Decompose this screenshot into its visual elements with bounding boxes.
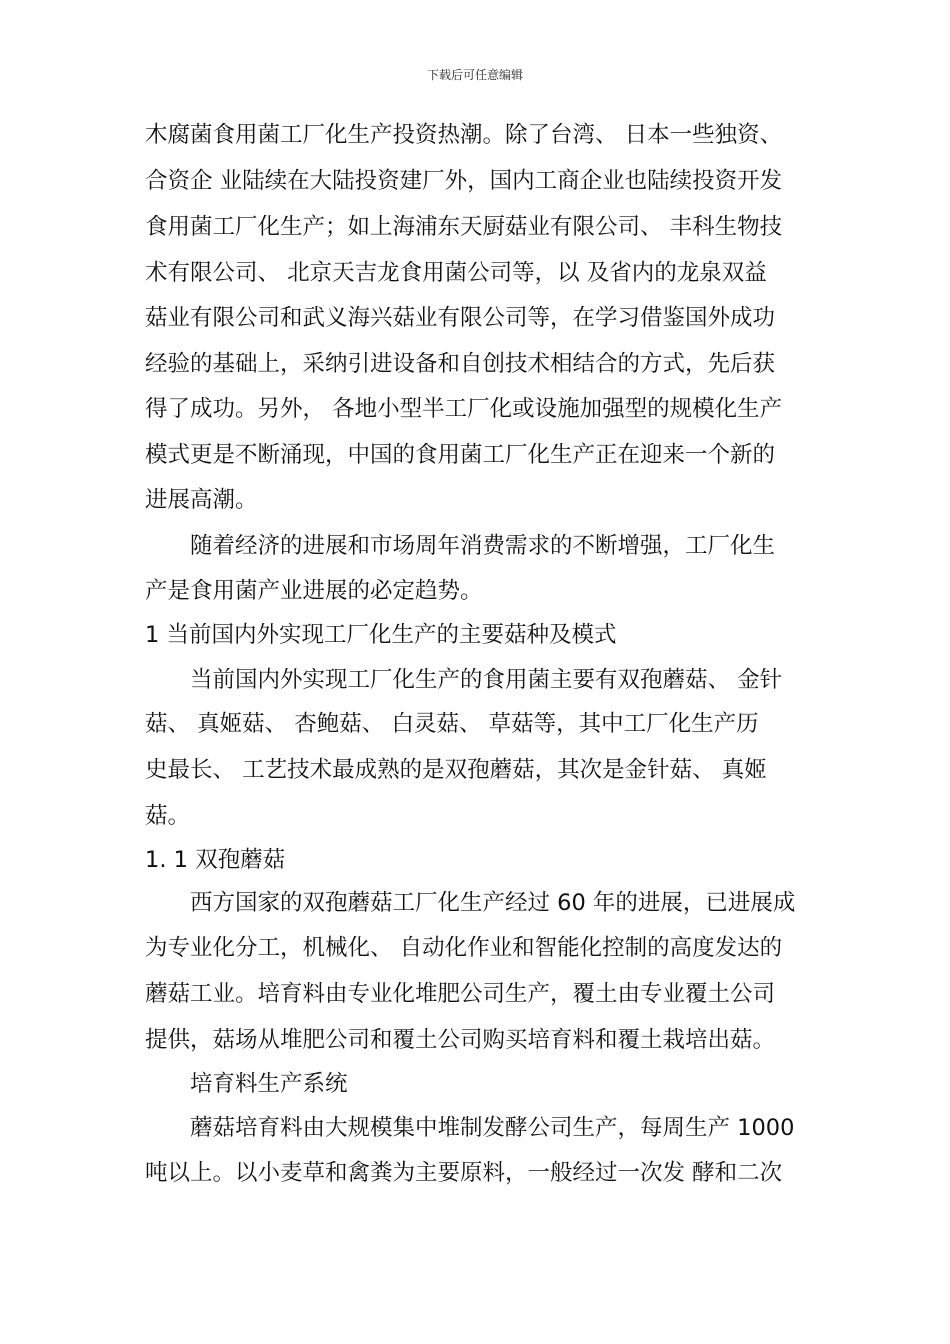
paragraph-line: 术有限公司、 北京天吉龙食用菌公司等，以 及省内的龙泉双益: [145, 260, 767, 286]
paragraph-line: 为专业化分工，机械化、 自动化作业和智能化控制的高度发达的: [145, 935, 783, 961]
paragraph-line: 菇业有限公司和武义海兴菇业有限公司等，在学习借鉴国外成功: [145, 305, 776, 331]
paragraph-line: 蘑菇工业。培育料由专业化堆肥公司生产，覆土由专业覆土公司: [145, 981, 776, 1007]
paragraph-line: 蘑菇培育料由大规模集中堆制发酵公司生产，每周生产 1000: [190, 1115, 795, 1141]
page-header: 下载后可任意编辑: [426, 68, 523, 82]
paragraph-line: 食用菌工厂化生产；如上海浦东天厨菇业有限公司、 丰科生物技: [145, 214, 783, 240]
section-heading: 1 当前国内外实现工厂化生产的主要菇种及模式: [145, 622, 617, 648]
subsection-heading: 培育料生产系统: [190, 1071, 348, 1097]
paragraph-line: 西方国家的双孢蘑菇工厂化生产经过 60 年的进展，已进展成: [190, 890, 796, 916]
paragraph-line: 木腐菌食用菌工厂化生产投资热潮。除了台湾、 日本一些独资、: [145, 122, 783, 148]
paragraph-line: 产是食用菌产业进展的必定趋势。: [145, 578, 483, 604]
paragraph-line: 当前国内外实现工厂化生产的食用菌主要有双孢蘑菇、 金针: [190, 667, 783, 693]
paragraph-line: 经验的基础上，采纳引进设备和自创技术相结合的方式，先后获: [145, 351, 776, 377]
paragraph-line: 史最长、 工艺技术最成熟的是双孢蘑菇，其次是金针菇、 真姬: [145, 757, 767, 783]
paragraph-line: 菇、 真姬菇、 杏鲍菇、 白灵菇、 草菇等，其中工厂化生产历: [145, 711, 759, 737]
paragraph-line: 吨以上。以小麦草和禽粪为主要原料，一般经过一次发 酵和二次: [145, 1160, 783, 1186]
paragraph-line: 提供，菇场从堆肥公司和覆土公司购买培育料和覆土栽培出菇。: [145, 1027, 776, 1053]
paragraph-line: 得了成功。另外， 各地小型半工厂化或设施加强型的规模化生产: [145, 396, 783, 422]
paragraph-line: 菇。: [145, 803, 191, 829]
paragraph-line: 随着经济的进展和市场周年消费需求的不断增强，工厂化生: [190, 533, 776, 559]
subsection-heading: 1. 1 双孢蘑菇: [145, 847, 286, 873]
paragraph-line: 进展高潮。: [145, 487, 258, 513]
paragraph-line: 合资企 业陆续在大陆投资建厂外，国内工商企业也陆续投资开发: [145, 168, 783, 194]
paragraph-line: 模式更是不断涌现，中国的食用菌工厂化生产正在迎来一个新的: [145, 442, 776, 468]
